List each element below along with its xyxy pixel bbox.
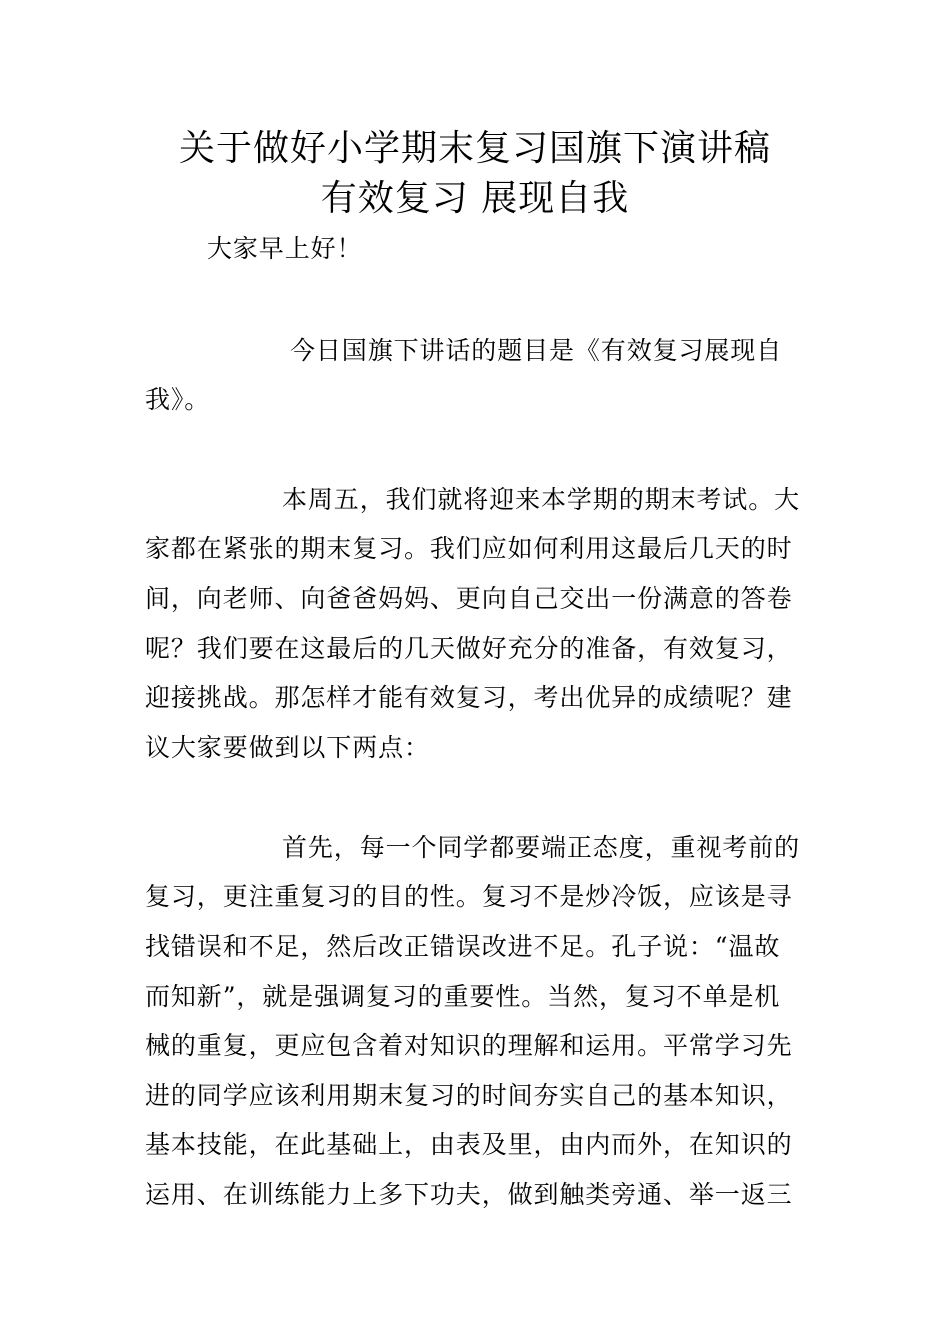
paragraph-3-line: 基本技能，在此基础上，由表及里，由内而外，在知识的 xyxy=(145,1130,793,1159)
paragraph-3-line: 复习，更注重复习的目的性。复习不是炒冷饭，应该是寻 xyxy=(145,882,793,911)
document-subtitle: 有效复习 展现自我 xyxy=(320,178,630,219)
paragraph-1-line: 我》。 xyxy=(145,385,211,414)
greeting: 大家早上好！ xyxy=(207,234,363,263)
paragraph-3-line: 而知新”，就是强调复习的重要性。当然，复习不单是机 xyxy=(145,982,781,1011)
paragraph-3-line: 首先，每一个同学都要端正态度，重视考前的 xyxy=(282,833,801,862)
paragraph-2-line: 迎接挑战。那怎样才能有效复习，考出优异的成绩呢？建 xyxy=(145,683,793,712)
paragraph-3-line: 械的重复，更应包含着对知识的理解和运用。平常学习先 xyxy=(145,1031,793,1060)
paragraph-1-line: 今日国旗下讲话的题目是《有效复习展现自 xyxy=(290,336,783,365)
paragraph-2-line: 议大家要做到以下两点： xyxy=(145,733,430,762)
paragraph-3-line: 进的同学应该利用期末复习的时间夯实自己的基本知识， xyxy=(145,1081,793,1110)
document-title: 关于做好小学期末复习国旗下演讲稿 xyxy=(178,128,771,169)
paragraph-2-line: 间，向老师、向爸爸妈妈、更向自己交出一份满意的答卷 xyxy=(145,584,793,613)
paragraph-2-line: 本周五，我们就将迎来本学期的期末考试。大 xyxy=(282,485,801,514)
paragraph-2-line: 家都在紧张的期末复习。我们应如何利用这最后几天的时 xyxy=(145,534,793,563)
paragraph-3-line: 找错误和不足，然后改正错误改进不足。孔子说：“温故 xyxy=(145,932,781,961)
paragraph-2-line: 呢？我们要在这最后的几天做好充分的准备，有效复习， xyxy=(145,634,793,663)
paragraph-3-line: 运用、在训练能力上多下功夫，做到触类旁通、举一返三 xyxy=(145,1180,793,1209)
